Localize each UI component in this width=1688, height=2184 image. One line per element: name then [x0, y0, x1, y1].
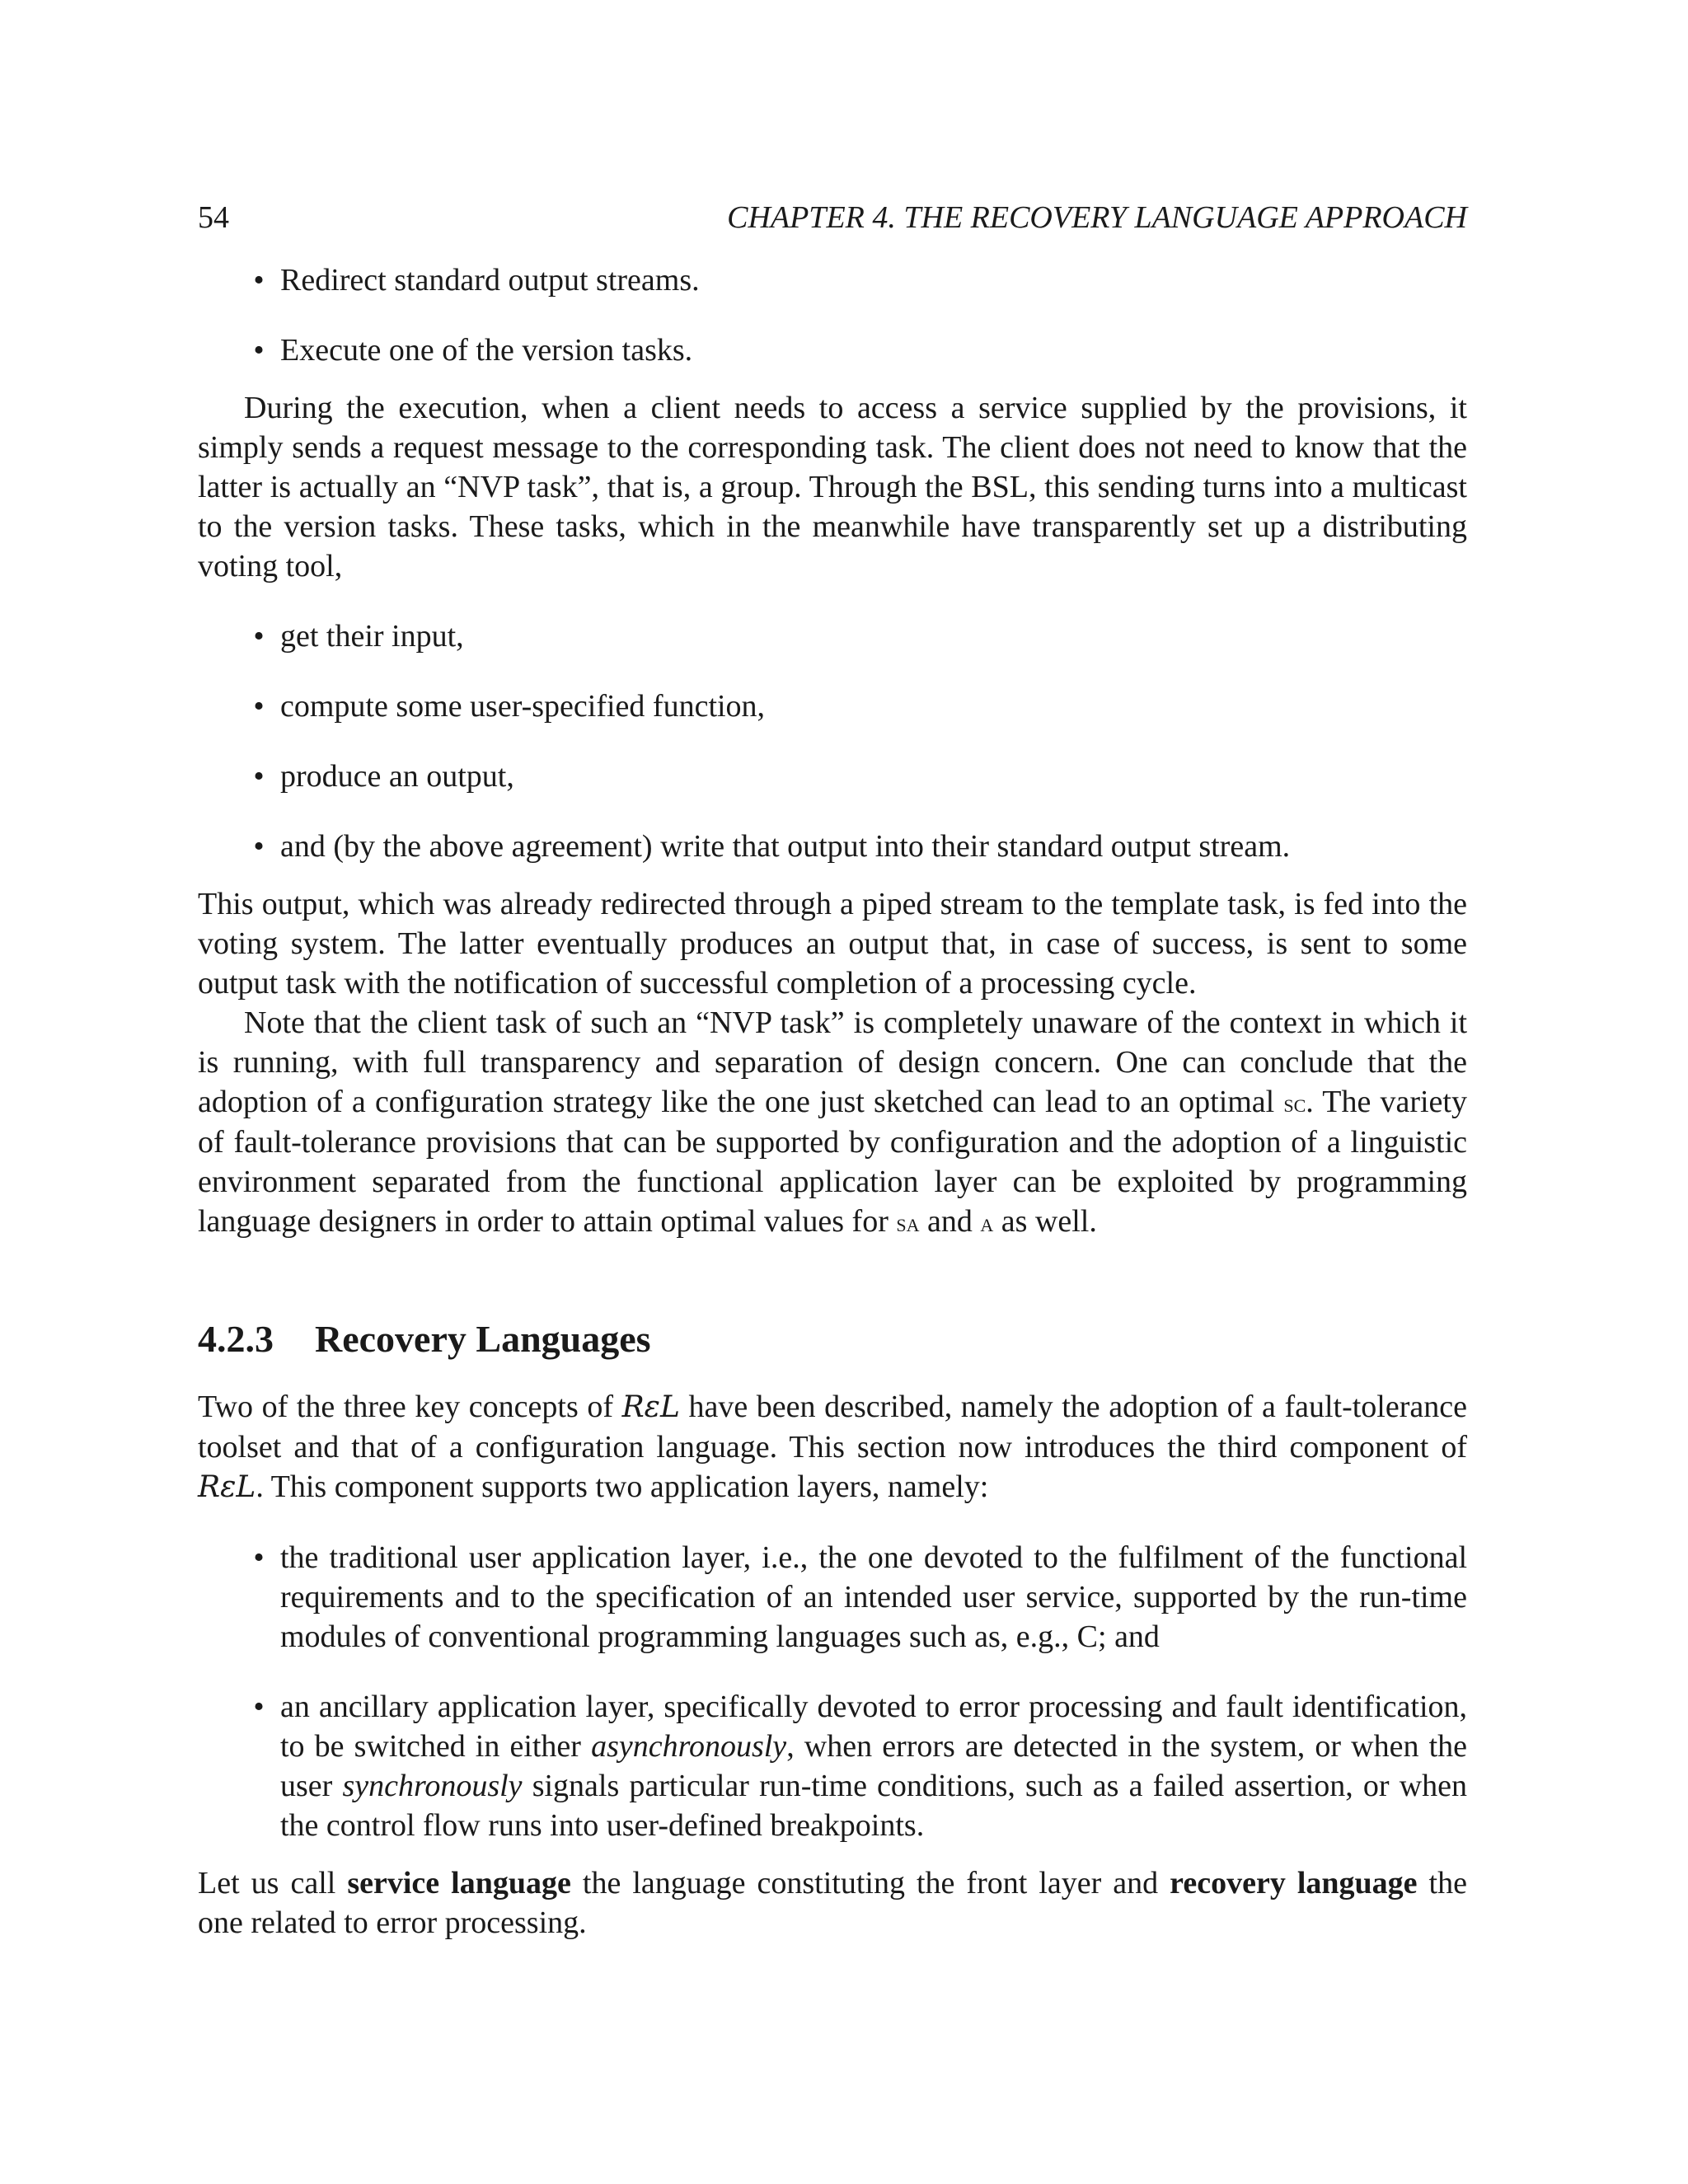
- bullet-icon: •: [253, 759, 265, 794]
- paragraph-execution: During the execution, when a client needs to access a service supplied by the provisions, it simply sends a request message to the corresponding task. The client does not need to know that the latter is actually an “NVP task”, that is, a group. Through the BSL, this sending turns into a multicast to the version tasks. These tasks, which in the meanwhile have transparently set up a distributing voting tool,: [198, 391, 1467, 583]
- bullet-icon: •: [253, 829, 265, 864]
- list-item: • an ancillary application layer, specifically devoted to error processing and fault identification, to be switched in either asynchronously, when errors are detected in the system, or when the user synchronously signals particular run-time conditions, such as a failed assertion, or when the control flow runs into user-defined breakpoints.: [198, 1687, 1467, 1845]
- paragraph-intro: Two of the three key concepts of RεL have been described, namely the adoption of a fault-tolerance toolset and that of a configuration language. This section now introduces the third component of RεL. This component supports two application layers, namely:: [198, 1390, 1467, 1504]
- abbrev-a: a: [980, 1207, 994, 1237]
- list-item: • Execute one of the version tasks.: [198, 330, 1467, 370]
- rel-symbol: RεL: [621, 1390, 680, 1424]
- running-header: [198, 198, 1467, 237]
- list-item: • and (by the above agreement) write that output into their standard output stream.: [198, 827, 1467, 866]
- term-service-language: service language: [347, 1866, 571, 1900]
- rel-symbol: RεL: [198, 1470, 256, 1504]
- paragraph-definition: Let us call service language the language constituting the front layer and recovery language the one related to error processing.: [198, 1866, 1467, 1940]
- section-heading: [198, 1316, 1467, 1362]
- page-number: 54: [198, 200, 229, 235]
- bullet-icon: •: [253, 1540, 265, 1575]
- bullet-icon: •: [253, 619, 265, 654]
- list-item: • get their input,: [198, 616, 1467, 656]
- bullet-list-top: [198, 260, 1467, 370]
- term-recovery-language: recovery language: [1170, 1866, 1418, 1900]
- document-page: [198, 198, 1467, 1943]
- bullet-list-middle: [198, 616, 1467, 866]
- abbrev-sa: sa: [896, 1207, 920, 1237]
- bullet-icon: •: [253, 333, 265, 368]
- bullet-icon: •: [253, 1690, 265, 1724]
- section-number: 4.2.3: [198, 1318, 274, 1360]
- list-item: • the traditional user application layer, i.e., the one devoted to the fulfilment of the functional requirements and to the specification of an intended user service, supported by the run-time modules of conventional programming languages such as, e.g., C; and: [198, 1538, 1467, 1657]
- list-item: • Redirect standard output streams.: [198, 260, 1467, 300]
- list-item: • compute some user-specified function,: [198, 687, 1467, 726]
- chapter-title: CHAPTER 4. THE RECOVERY LANGUAGE APPROACH: [727, 200, 1467, 235]
- abbrev-sc: sc: [1283, 1088, 1306, 1118]
- bullet-list-layers: [198, 1538, 1467, 1845]
- section-title: Recovery Languages: [315, 1318, 651, 1360]
- paragraph-output: This output, which was already redirected through a piped stream to the template task, is fed into the voting system. The latter eventually produces an output that, in case of success, is sent to some output task with the notification of successful completion of a processing cycle.: [198, 887, 1467, 1001]
- list-item: • produce an output,: [198, 757, 1467, 796]
- bullet-icon: •: [253, 689, 265, 724]
- bullet-icon: •: [253, 263, 265, 298]
- paragraph-note: Note that the client task of such an “NVP task” is completely unaware of the context in which it is running, with full transparency and separation of design concern. One can conclude that the adoption of a configuration strategy like the one just sketched can lead to an optimal sc. The variety of fault-tolerance provisions that can be supported by configuration and the adoption of a linguistic environment separated from the functional application layer can be exploited by programming language designers in order to attain optimal values for sa and a as well.: [198, 1005, 1467, 1239]
